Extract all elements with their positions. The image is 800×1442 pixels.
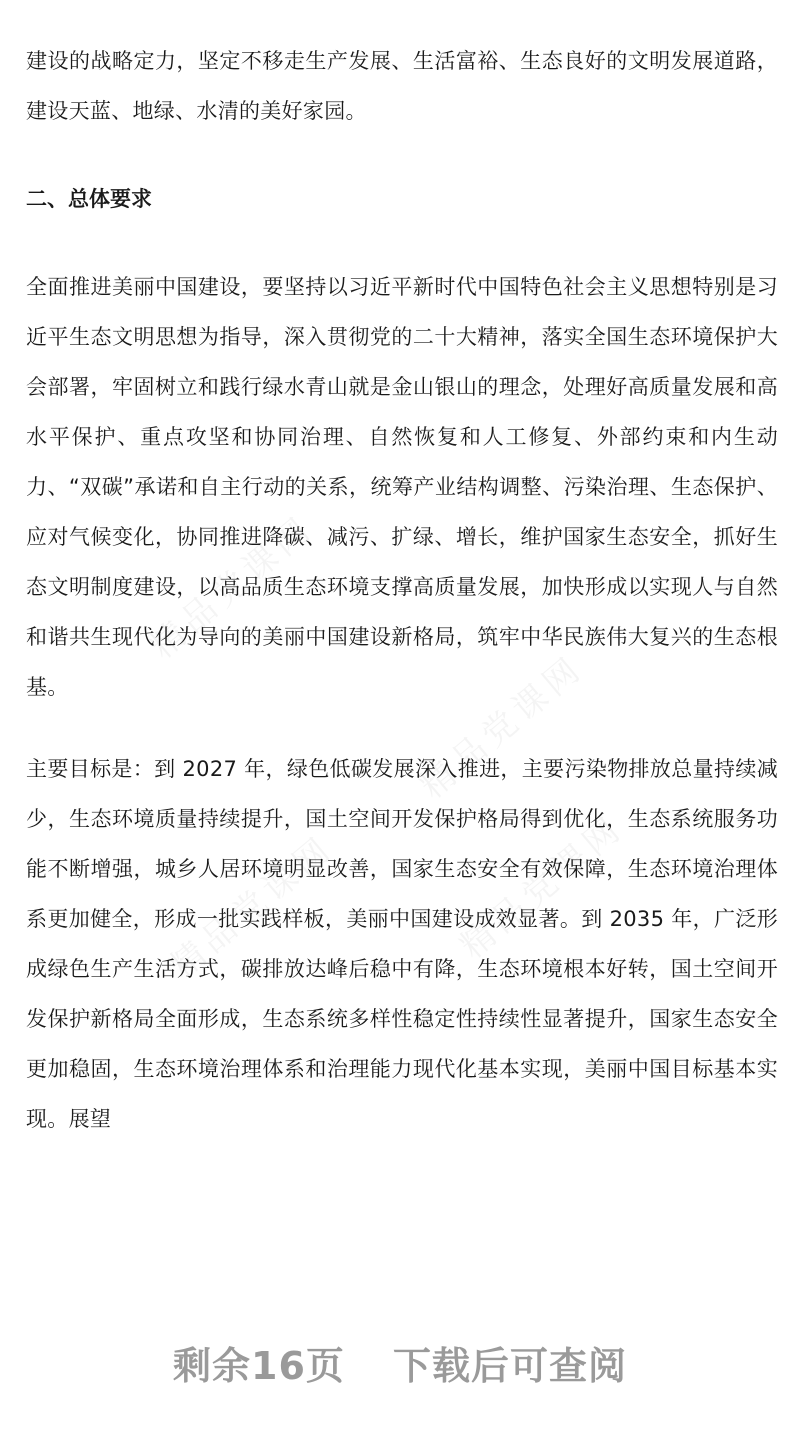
download-banner[interactable]	[0, 1335, 800, 1390]
download-prompt-label: 下载后可查阅	[392, 1344, 627, 1388]
section-heading: 二、总体要求	[26, 187, 152, 211]
paragraph-overall-requirements: 全面推进美丽中国建设，要坚持以习近平新时代中国特色社会主义思想特别是习近平生态文明思想为指导，深入贯彻党的二十大精神，落实全国生态环境保护大会部署，牢固树立和践行绿水青山就是金山银山的理念，处理好高质量发展和高水平保护、重点攻坚和协同治理、自然恢复和人工修复、外部约束和内生动力、“双碳”承诺和自主行动的关系，统筹产业结构调整、污染治理、生态保护、应对气候变化，协同推进降碳、减污、扩绿、增长，维护国家生态安全，抓好生态文明制度建设，以高品质生态环境支撑高质量发展，加快形成以实现人与自然和谐共生现代化为导向的美丽中国建设新格局，筑牢中华民族伟大复兴的生态根基。	[26, 275, 778, 699]
watermark: 精品党课网	[162, 827, 342, 987]
watermark: 精品党课网	[452, 807, 632, 967]
watermark: 精品党课网	[412, 647, 592, 807]
document-body	[26, 36, 778, 1144]
paragraph-intro-tail: 建设的战略定力，坚定不移走生产发展、生活富裕、生态良好的文明发展道路，建设天蓝、地绿、水清的美好家园。	[26, 49, 778, 123]
paragraph-main-goals: 主要目标是：到 2027 年，绿色低碳发展深入推进，主要污染物排放总量持续减少，生态环境质量持续提升，国土空间开发保护格局得到优化，生态系统服务功能不断增强，城乡人居环境明显改善，国家生态安全有效保障，生态环境治理体系更加健全，形成一批实践样板，美丽中国建设成效显著。到 2035 年，广泛形成绿色生产生活方式，碳排放达峰后稳中有降，生态环境根本好转，国土空间开发保护新格局全面形成，生态系统多样性稳定性持续性显著提升，国家生态安全更加稳固，生态环境治理体系和治理能力现代化基本实现，美丽中国目标基本实现。展望	[26, 757, 778, 1131]
watermark: 精品党课网	[142, 507, 322, 667]
remaining-pages-label: 剩余16页	[173, 1344, 345, 1388]
